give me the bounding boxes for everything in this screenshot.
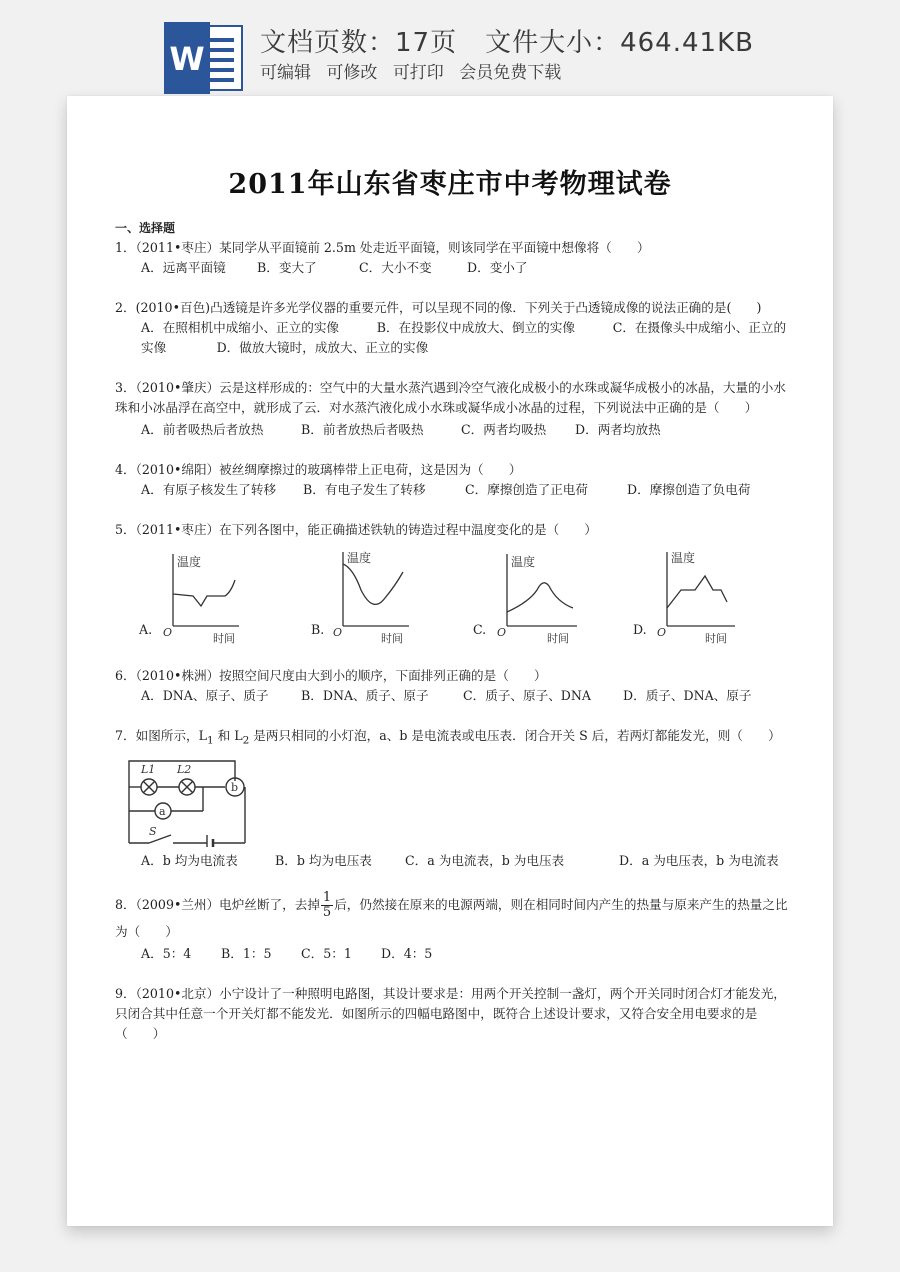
question-text: 8．（2009•兰州）电炉丝断了，去掉 $\frac{1}{5}$ 后，仍然接在原来的电源两端，则在相同时间内产生的热量与原来产生的热量之比为（ ） <box>115 889 788 939</box>
graph-option-c[interactable] <box>449 544 609 648</box>
question-5 <box>115 520 791 652</box>
option-d[interactable]: D．变小了 <box>467 260 528 275</box>
svg-text:W: W <box>169 40 205 78</box>
option-row <box>115 420 791 440</box>
download-banner <box>0 0 900 100</box>
question-text: 2．(2010•百色)凸透镜是许多光学仪器的重要元件，可以呈现不同的像．下列关于凸透镜成像的说法正确的是( ) <box>115 300 762 315</box>
option-a[interactable]: A．DNA、原子、质子 <box>141 688 269 703</box>
question-text: 4．（2010•绵阳）被丝绸摩擦过的玻璃棒带上正电荷，这是因为（ ） <box>115 462 522 477</box>
option-row <box>115 851 791 871</box>
question-8 <box>115 891 791 964</box>
graph-option-b[interactable] <box>287 544 447 648</box>
option-c[interactable]: C．5：1 <box>301 945 352 961</box>
origin-label: O <box>333 626 343 639</box>
origin-label: O <box>657 626 667 639</box>
graph-letter: C. <box>473 622 487 637</box>
question-text: 6．（2010•株洲）按照空间尺度由大到小的顺序，下面排列正确的是（ ） <box>115 668 547 683</box>
x-axis-label: 时间 <box>547 632 569 645</box>
question-3 <box>115 378 791 440</box>
word-doc-icon <box>164 22 244 94</box>
option-d[interactable]: D．摩擦创造了负电荷 <box>627 482 751 497</box>
x-axis-label: 时间 <box>705 632 727 645</box>
question-text: 3．（2010•肇庆）云是这样形成的：空气中的大量水蒸汽遇到冷空气液化成极小的水珠或凝华成极小的冰晶，大量的小水珠和小冰晶浮在高空中，就形成了云．对水蒸汽液化成小水珠或凝华成小冰晶的过程，下列说法中正确的是（ ） <box>115 380 786 415</box>
option-c[interactable]: C．a 为电流表，b 为电压表 <box>405 852 565 868</box>
graph-letter: D. <box>633 622 647 637</box>
feature-list <box>260 58 571 83</box>
lamp-l1-label: L1 <box>141 762 156 776</box>
question-text: 7．如图所示，$L_1$ 和 $L_2$ 是两只相同的小灯泡，a、b 是电流表或电压表．闭合开关 S 后，若两灯都能发光，则（ ） <box>115 728 781 747</box>
option-d[interactable]: D．4：5 <box>381 945 433 961</box>
origin-label: O <box>497 626 507 639</box>
option-b[interactable]: B．1：5 <box>221 945 272 961</box>
x-axis-label: 时间 <box>381 632 403 645</box>
option-b[interactable]: B．DNA、质子、原子 <box>301 688 429 703</box>
section-heading: 一、选择题 <box>115 221 176 235</box>
option-row <box>115 480 791 500</box>
option-a[interactable]: A．b 均为电流表 <box>141 852 238 868</box>
temperature-graph-row <box>115 540 791 652</box>
y-axis-label: 温度 <box>177 555 202 569</box>
fraction: $\frac{1}{5}$ <box>322 889 332 920</box>
option-c[interactable]: C．大小不变 <box>359 260 432 275</box>
x-axis-label: 时间 <box>213 632 235 645</box>
feature-member-download[interactable]: 会员免费下载 <box>459 63 562 83</box>
option-b[interactable]: B．有电子发生了转移 <box>303 482 426 497</box>
option-row <box>115 944 791 964</box>
graph-option-a[interactable] <box>115 544 275 648</box>
option-row <box>115 258 791 278</box>
feature-modifiable: 可修改 <box>326 63 378 83</box>
graph-option-d[interactable] <box>609 544 769 648</box>
option-b[interactable]: B．变大了 <box>257 260 317 275</box>
y-axis-label: 温度 <box>347 551 372 565</box>
origin-label: O <box>163 626 173 639</box>
question-text: 9．（2010•北京）小宁设计了一种照明电路图，其设计要求是：用两个开关控制一盏灯，两个开关同时闭合灯才能发光，只闭合其中任意一个开关灯都不能发光．如图所示的四幅电路图中，既符合上述设计要求，又符合安全用电要求的是（ ） <box>115 985 786 1041</box>
question-text: 1．（2011•枣庄）某同学从平面镜前 2.5m 处走近平面镜，则该同学在平面镜中想像将（ ） <box>115 240 650 255</box>
y-axis-label: 温度 <box>671 551 696 565</box>
page-title: 2011年山东省枣庄市中考物理试卷 <box>228 169 672 200</box>
option-d[interactable]: D．质子、DNA、原子 <box>623 688 752 703</box>
feature-editable: 可编辑 <box>260 63 311 83</box>
meter-b-label: b <box>231 780 239 794</box>
option-row <box>115 686 791 706</box>
y-axis-label: 温度 <box>511 555 536 569</box>
question-text: 5．（2011•枣庄）在下列各图中，能正确描述铁轨的铸造过程中温度变化的是（ ） <box>115 522 597 537</box>
option-c[interactable]: C．摩擦创造了正电荷 <box>465 482 588 497</box>
file-size-label: 文件大小：464.41KB <box>485 28 754 58</box>
question-7 <box>115 726 791 871</box>
option-b[interactable]: B．前者放热后者吸热 <box>301 422 424 437</box>
question-6 <box>115 666 791 706</box>
doc-stats <box>260 22 754 59</box>
switch-label: S <box>149 824 157 838</box>
question-1 <box>115 238 791 278</box>
page-count-label: 文档页数：17页 <box>260 28 458 58</box>
option-a[interactable]: A．有原子核发生了转移 <box>141 482 277 497</box>
option-a[interactable]: A．远离平面镜 <box>141 260 226 275</box>
question-2 <box>115 298 791 358</box>
option-b[interactable]: B．b 均为电压表 <box>275 852 372 868</box>
option-c[interactable]: C．质子、原子、DNA <box>463 688 592 703</box>
option-d[interactable]: D．a 为电压表，b 为电流表 <box>619 852 779 868</box>
meter-a-label: a <box>159 804 166 818</box>
question-list <box>115 218 791 1044</box>
question-9 <box>115 984 791 1044</box>
option-d[interactable]: D．两者均放热 <box>575 422 661 437</box>
feature-printable: 可打印 <box>392 63 444 83</box>
option-c[interactable]: C．两者均吸热 <box>461 422 547 437</box>
question-4 <box>115 460 791 500</box>
lamp-l2-label: L2 <box>177 762 192 776</box>
option-a[interactable]: A．5：4 <box>141 945 192 961</box>
circuit-diagram <box>115 751 791 849</box>
option-block[interactable]: A．在照相机中成缩小、正立的实像 B．在投影仪中成放大、倒立的实像 C．在摄像头中成缩小、正立的实像 D．做放大镜时，成放大、正立的实像 <box>141 320 787 355</box>
option-a[interactable]: A．前者吸热后者放热 <box>141 422 264 437</box>
graph-letter: A. <box>139 622 153 637</box>
graph-letter: B. <box>311 622 325 637</box>
document-page <box>67 96 833 1226</box>
